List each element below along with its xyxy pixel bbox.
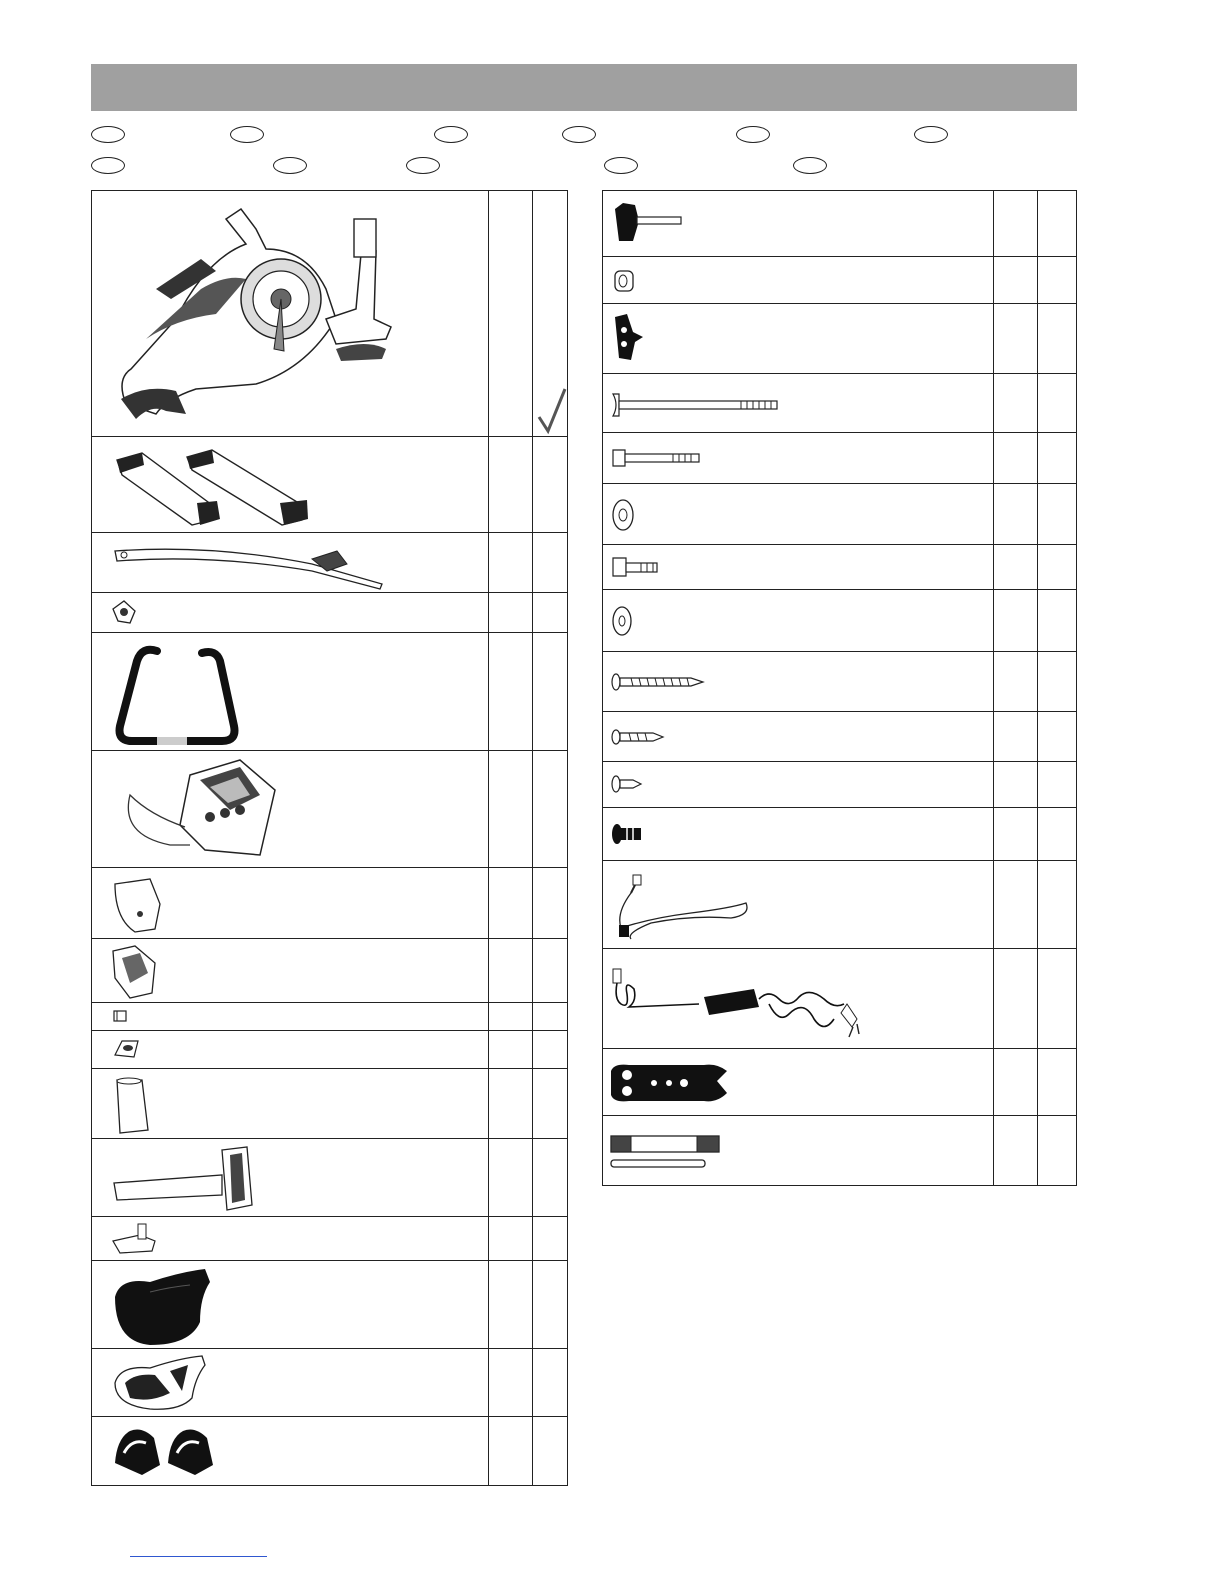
part-row-hex-bolt-short (603, 545, 1076, 590)
saddle-cover-icon (110, 1353, 210, 1413)
part-row-pedals (92, 1417, 567, 1487)
screw-icon (611, 728, 665, 746)
bike-frame-icon (106, 199, 396, 434)
power-adapter-icon (609, 959, 864, 1044)
part-row-sensor-cable (603, 861, 1076, 949)
stabilizer-feet-icon (112, 445, 312, 530)
part-row-washer-small (603, 590, 1076, 652)
part-row-main-frame (92, 191, 567, 437)
washer-icon (611, 498, 637, 532)
language-badge (562, 126, 596, 143)
language-badge (736, 126, 770, 143)
saddle-icon (110, 1267, 220, 1347)
language-badge (604, 157, 638, 174)
part-row-screw-short (603, 762, 1076, 808)
language-badge (91, 157, 125, 174)
cover-icon (110, 874, 165, 934)
part-row-cover-b (92, 939, 567, 1003)
part-row-seat-post (92, 1139, 567, 1217)
part-row-multi-wrench (603, 1049, 1076, 1116)
checkmark-icon (536, 387, 568, 435)
hex-bolt-icon (611, 555, 661, 579)
knob-icon (613, 312, 645, 362)
socket-wrench-icon (609, 1132, 724, 1176)
console-icon (110, 755, 280, 865)
part-row-washer-large (603, 484, 1076, 545)
language-badge (434, 126, 468, 143)
part-row-cover-a (92, 868, 567, 939)
rivet-icon (611, 822, 645, 846)
language-badge (273, 157, 307, 174)
part-row-handlebar (92, 633, 567, 751)
part-row-console (92, 751, 567, 868)
language-badge (230, 126, 264, 143)
part-row-adjustment-knob (603, 304, 1076, 374)
sleeve-icon (112, 1075, 152, 1135)
carriage-bolt-icon (611, 392, 781, 418)
slider-icon (110, 1221, 160, 1257)
language-badge (914, 126, 948, 143)
washer-icon (611, 604, 635, 638)
parts-table-left (91, 190, 568, 1486)
bushing-icon (613, 269, 637, 293)
part-row-saddle-cover (92, 1349, 567, 1417)
handlebar-post-icon (112, 539, 387, 589)
part-row-saddle (92, 1261, 567, 1349)
language-badge (91, 126, 125, 143)
part-row-small-cap (92, 1031, 567, 1069)
part-row-small-clip (92, 1003, 567, 1031)
part-row-small-bracket (92, 593, 567, 633)
knob-bolt-icon (613, 201, 683, 245)
part-row-knob-bolt (603, 191, 1076, 257)
part-row-bushing (603, 257, 1076, 304)
part-row-stabilizer-feet (92, 437, 567, 533)
cap-icon (112, 1037, 142, 1061)
pedals-icon (112, 1423, 217, 1481)
part-row-hex-bolt-long (603, 433, 1076, 484)
part-row-plastic-rivet (603, 808, 1076, 861)
language-badge (793, 157, 827, 174)
wrench-icon (609, 1061, 729, 1105)
screw-icon (611, 672, 705, 692)
parts-table-right (602, 190, 1077, 1186)
screw-icon (611, 774, 643, 794)
part-row-power-adapter (603, 949, 1076, 1049)
header-bar (91, 64, 1077, 111)
footer-link-underline[interactable] (130, 1556, 267, 1557)
seat-post-icon (112, 1145, 272, 1215)
handlebar-icon (112, 641, 242, 746)
part-row-long-carriage-bolt (603, 374, 1076, 433)
part-row-post-sleeve (92, 1069, 567, 1139)
part-row-screw-long (603, 652, 1076, 712)
bracket-icon (110, 599, 140, 627)
hex-bolt-icon (611, 447, 703, 469)
language-badge (406, 157, 440, 174)
part-row-seat-slider (92, 1217, 567, 1261)
part-row-socket-wrench (603, 1116, 1076, 1187)
part-row-screw-medium (603, 712, 1076, 762)
cable-icon (611, 873, 756, 943)
part-row-handlebar-post (92, 533, 567, 593)
clip-icon (112, 1009, 128, 1023)
cover-icon (110, 943, 160, 1001)
